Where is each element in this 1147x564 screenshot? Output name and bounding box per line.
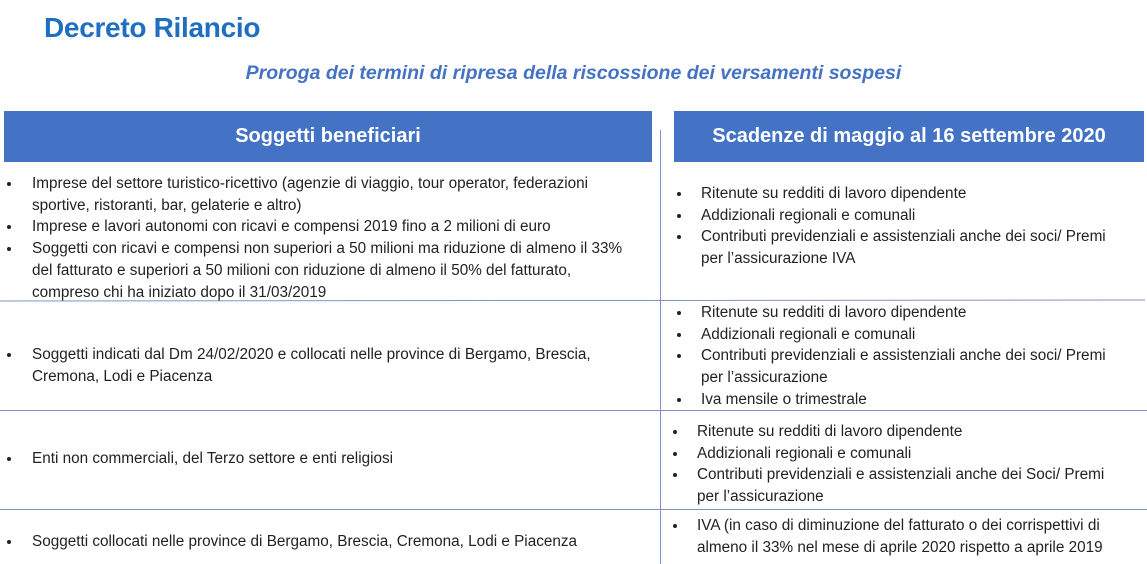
subtitle-text: Proroga dei termini di ripresa della riscossione dei versamenti sospesi — [245, 62, 902, 84]
list-item: Ritenute su redditi di lavoro dipendente — [670, 421, 1110, 443]
page-subtitle — [0, 62, 1147, 85]
row-4-beneficiaries-list — [4, 531, 644, 553]
list-item: Enti non commerciali, del Terzo settore e enti religiosi — [4, 448, 644, 470]
list-item: Soggetti collocati nelle province di Bergamo, Brescia, Cremona, Lodi e Piacenza — [4, 531, 644, 553]
list-item: Contributi previdenziali e assistenziali anche dei Soci/ Premi per l’assicurazione — [670, 464, 1110, 507]
row-1-deadlines-list — [674, 183, 1114, 270]
header-soggetti-beneficiari: Soggetti beneficiari — [4, 111, 652, 162]
list-item: Imprese e lavori autonomi con ricavi e compensi 2019 fino a 2 milioni di euro — [4, 216, 634, 238]
page-title: Decreto Rilancio — [44, 12, 261, 43]
list-item: Soggetti con ricavi e compensi non superiori a 50 milioni ma riduzione di almeno il 33% del fatturato e superiori a 50 milioni con riduzione di almeno il 50% del fatturato, compreso chi ha iniziato dopo il 31/03/2019 — [4, 238, 634, 303]
list-item: Addizionali regionali e comunali — [674, 205, 1114, 227]
list-item: Ritenute su redditi di lavoro dipendente — [674, 183, 1114, 205]
list-item: Soggetti indicati dal Dm 24/02/2020 e collocati nelle province di Bergamo, Brescia, Cremona, Lodi e Piacenza — [4, 344, 644, 387]
row-3-beneficiaries-list — [4, 448, 644, 470]
list-item: Addizionali regionali e comunali — [670, 443, 1110, 465]
list-item: Iva mensile o trimestrale — [674, 389, 1114, 411]
header-scadenze: Scadenze di maggio al 16 settembre 2020 — [674, 111, 1144, 162]
list-item: Ritenute su redditi di lavoro dipendente — [674, 302, 1114, 324]
list-item: Contributi previdenziali e assistenziali anche dei soci/ Premi per l’assicurazione — [674, 345, 1114, 388]
row-2-deadlines-list — [674, 302, 1114, 411]
row-3-deadlines-list — [670, 421, 1110, 508]
row-1-beneficiaries-list — [4, 173, 634, 303]
row-2-beneficiaries-list — [4, 344, 644, 387]
column-divider — [660, 130, 661, 564]
row-divider — [0, 509, 1147, 510]
row-4-deadlines-list — [670, 515, 1145, 558]
list-item: Contributi previdenziali e assistenziali anche dei soci/ Premi per l’assicurazione IVA — [674, 226, 1114, 269]
list-item: Imprese del settore turistico-ricettivo (agenzie di viaggio, tour operator, federazioni sportive, ristoranti, bar, gelaterie e altro) — [4, 173, 634, 216]
list-item: IVA (in caso di diminuzione del fatturato o dei corrispettivi di almeno il 33% nel mese di aprile 2020 rispetto a aprile 2019 — [670, 515, 1145, 558]
list-item: Addizionali regionali e comunali — [674, 324, 1114, 346]
